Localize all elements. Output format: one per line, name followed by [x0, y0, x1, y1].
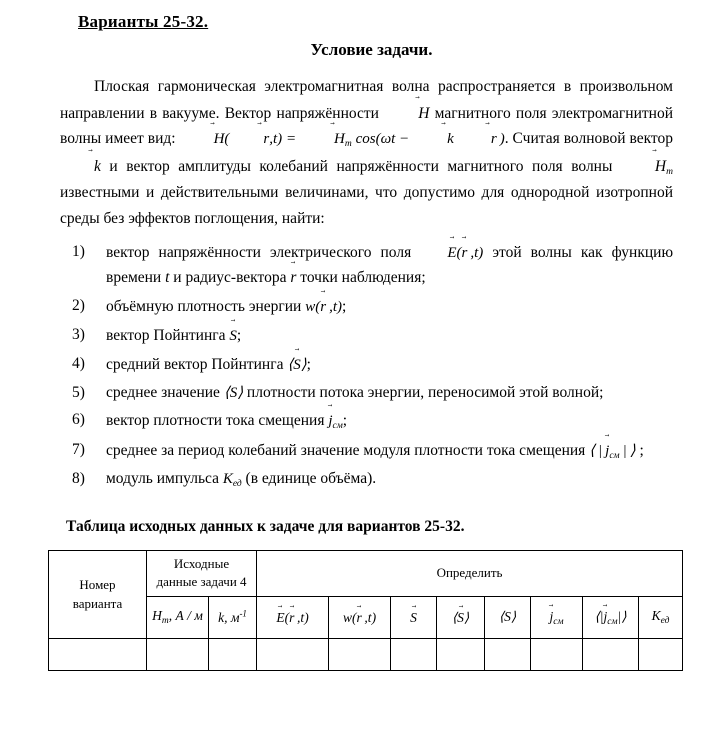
- task-list: [72, 240, 673, 492]
- cell: [639, 638, 683, 670]
- item-text-after: ;: [236, 326, 242, 344]
- item-symbol: w(r → ,t): [305, 299, 342, 315]
- item-symbol: S →: [229, 328, 237, 344]
- list-item: [72, 323, 673, 349]
- symbol-Hm: $H \to_m$: [621, 158, 673, 175]
- table-header-row: [49, 550, 683, 596]
- col-header-source-data: Исходные данные задачи 4: [147, 550, 257, 596]
- list-item: 7) среднее за период колебаний значение модуля плотности тока смещения ⟨ | $j \to_{см}$ | ⟩ ;: [72, 438, 673, 464]
- statement-tail: известными и действительными величинами, что допустимо для однородной изотропной среды без эффектов поглощения, найти:: [60, 184, 673, 228]
- statement-lead: Плоская гармоническая электромагнитная волна распространяется в произвольном направлении в вакууме. Вектор напряжённости: [60, 78, 673, 122]
- item-text-after: этой волны как функцию времени t и радиус-вектора r → точки наблюдения;: [106, 244, 673, 287]
- col-header-w: w(r → ,t): [329, 596, 391, 638]
- item-text-before: модуль импульса: [106, 469, 219, 487]
- item-symbol: ⟨S →⟩: [287, 357, 306, 373]
- item-number: 8): [72, 469, 85, 487]
- cell: [209, 638, 257, 670]
- cell: [257, 638, 329, 670]
- col-header-E: E →(r → ,t): [257, 596, 329, 638]
- symbol-k: k →: [60, 153, 101, 180]
- list-item: [72, 240, 673, 292]
- col-header-k: k, $м^{-1}$: [209, 596, 257, 638]
- document-page: [0, 12, 713, 739]
- col-header-Hm: $H_m$, А / м: [147, 596, 209, 638]
- item-symbol: ⟨S⟩: [223, 384, 244, 401]
- item-number: 7): [72, 440, 85, 458]
- col-header-avgS: ⟨S⟩: [485, 596, 531, 638]
- section-subtitle: Условие задачи.: [310, 40, 433, 59]
- item-symbol: E →(r → ,t): [447, 245, 483, 261]
- page-title: Варианты 25-32.: [78, 12, 209, 31]
- statement-mid2: . Считая волновой вектор: [504, 130, 673, 148]
- item-number: 6): [72, 411, 85, 429]
- table-caption: Таблица исходных данных к задаче для вариантов 25-32.: [66, 517, 465, 535]
- list-item: [72, 408, 673, 434]
- item-number: 2): [72, 297, 85, 315]
- cell: [437, 638, 485, 670]
- item-text-before: средний вектор Пойнтинга: [106, 355, 284, 373]
- item-text-before: среднее значение: [106, 383, 220, 401]
- col-header-determine: Определить: [257, 550, 683, 596]
- col-header-jcm: $j \to_{см}$: [531, 596, 583, 638]
- data-table: [48, 550, 683, 671]
- symbol-H: H →: [384, 100, 429, 127]
- cell: [329, 638, 391, 670]
- cell: [49, 638, 147, 670]
- list-item: [72, 381, 673, 406]
- item-number: 4): [72, 354, 85, 372]
- col-header-S: S →: [391, 596, 437, 638]
- table-row: [49, 638, 683, 670]
- cell: [531, 638, 583, 670]
- item-symbol: ⟨ | $j \to_{см}$ | ⟩: [589, 443, 635, 459]
- cell: [147, 638, 209, 670]
- list-item: [72, 352, 673, 378]
- item-text-after: (в единице объёма).: [245, 469, 377, 487]
- statement-mid1: магнитного поля электромагнитной волны имеет вид:: [60, 104, 673, 148]
- item-number: 3): [72, 325, 85, 343]
- item-symbol: $j \to_{см}$: [328, 413, 342, 429]
- item-text-after: ;: [342, 412, 348, 430]
- item-text-after: ;: [306, 355, 311, 373]
- list-item: [72, 467, 673, 492]
- col-header-variant: Номер варианта: [49, 550, 147, 638]
- item-symbol: $K_{ед}$: [222, 470, 242, 489]
- list-item: [72, 294, 673, 320]
- item-text-after: плотности потока энергии, переносимой этой волной;: [246, 383, 604, 401]
- item-text-after: ;: [342, 298, 347, 316]
- problem-statement: [60, 74, 673, 232]
- col-header-avgS-vec: ⟨S →⟩: [437, 596, 485, 638]
- item-number: 5): [72, 383, 85, 401]
- item-text-before: вектор напряжённости электрического поля: [106, 243, 412, 261]
- cell: [485, 638, 531, 670]
- wave-formula: H →( $r \to,t) = H \to_m$ cos(ωt − k → r → ): [180, 131, 505, 147]
- cell: [583, 638, 639, 670]
- col-header-Ked: $K_{ед}$: [639, 596, 683, 638]
- item-number: 1): [72, 242, 85, 260]
- cell: [391, 638, 437, 670]
- col-header-avg-abs-jcm: ⟨|j $\to_{см}|⟩$: [583, 596, 639, 638]
- statement-mid3: и вектор амплитуды колебаний напряжённости магнитного поля волны: [109, 157, 613, 175]
- item-text-before: вектор плотности тока смещения: [106, 412, 325, 430]
- item-text-before: объёмную плотность энергии: [106, 298, 302, 316]
- item-text-before: вектор Пойнтинга: [106, 326, 226, 344]
- item-text-before: среднее за период колебаний значение модуля плотности тока смещения: [106, 441, 586, 459]
